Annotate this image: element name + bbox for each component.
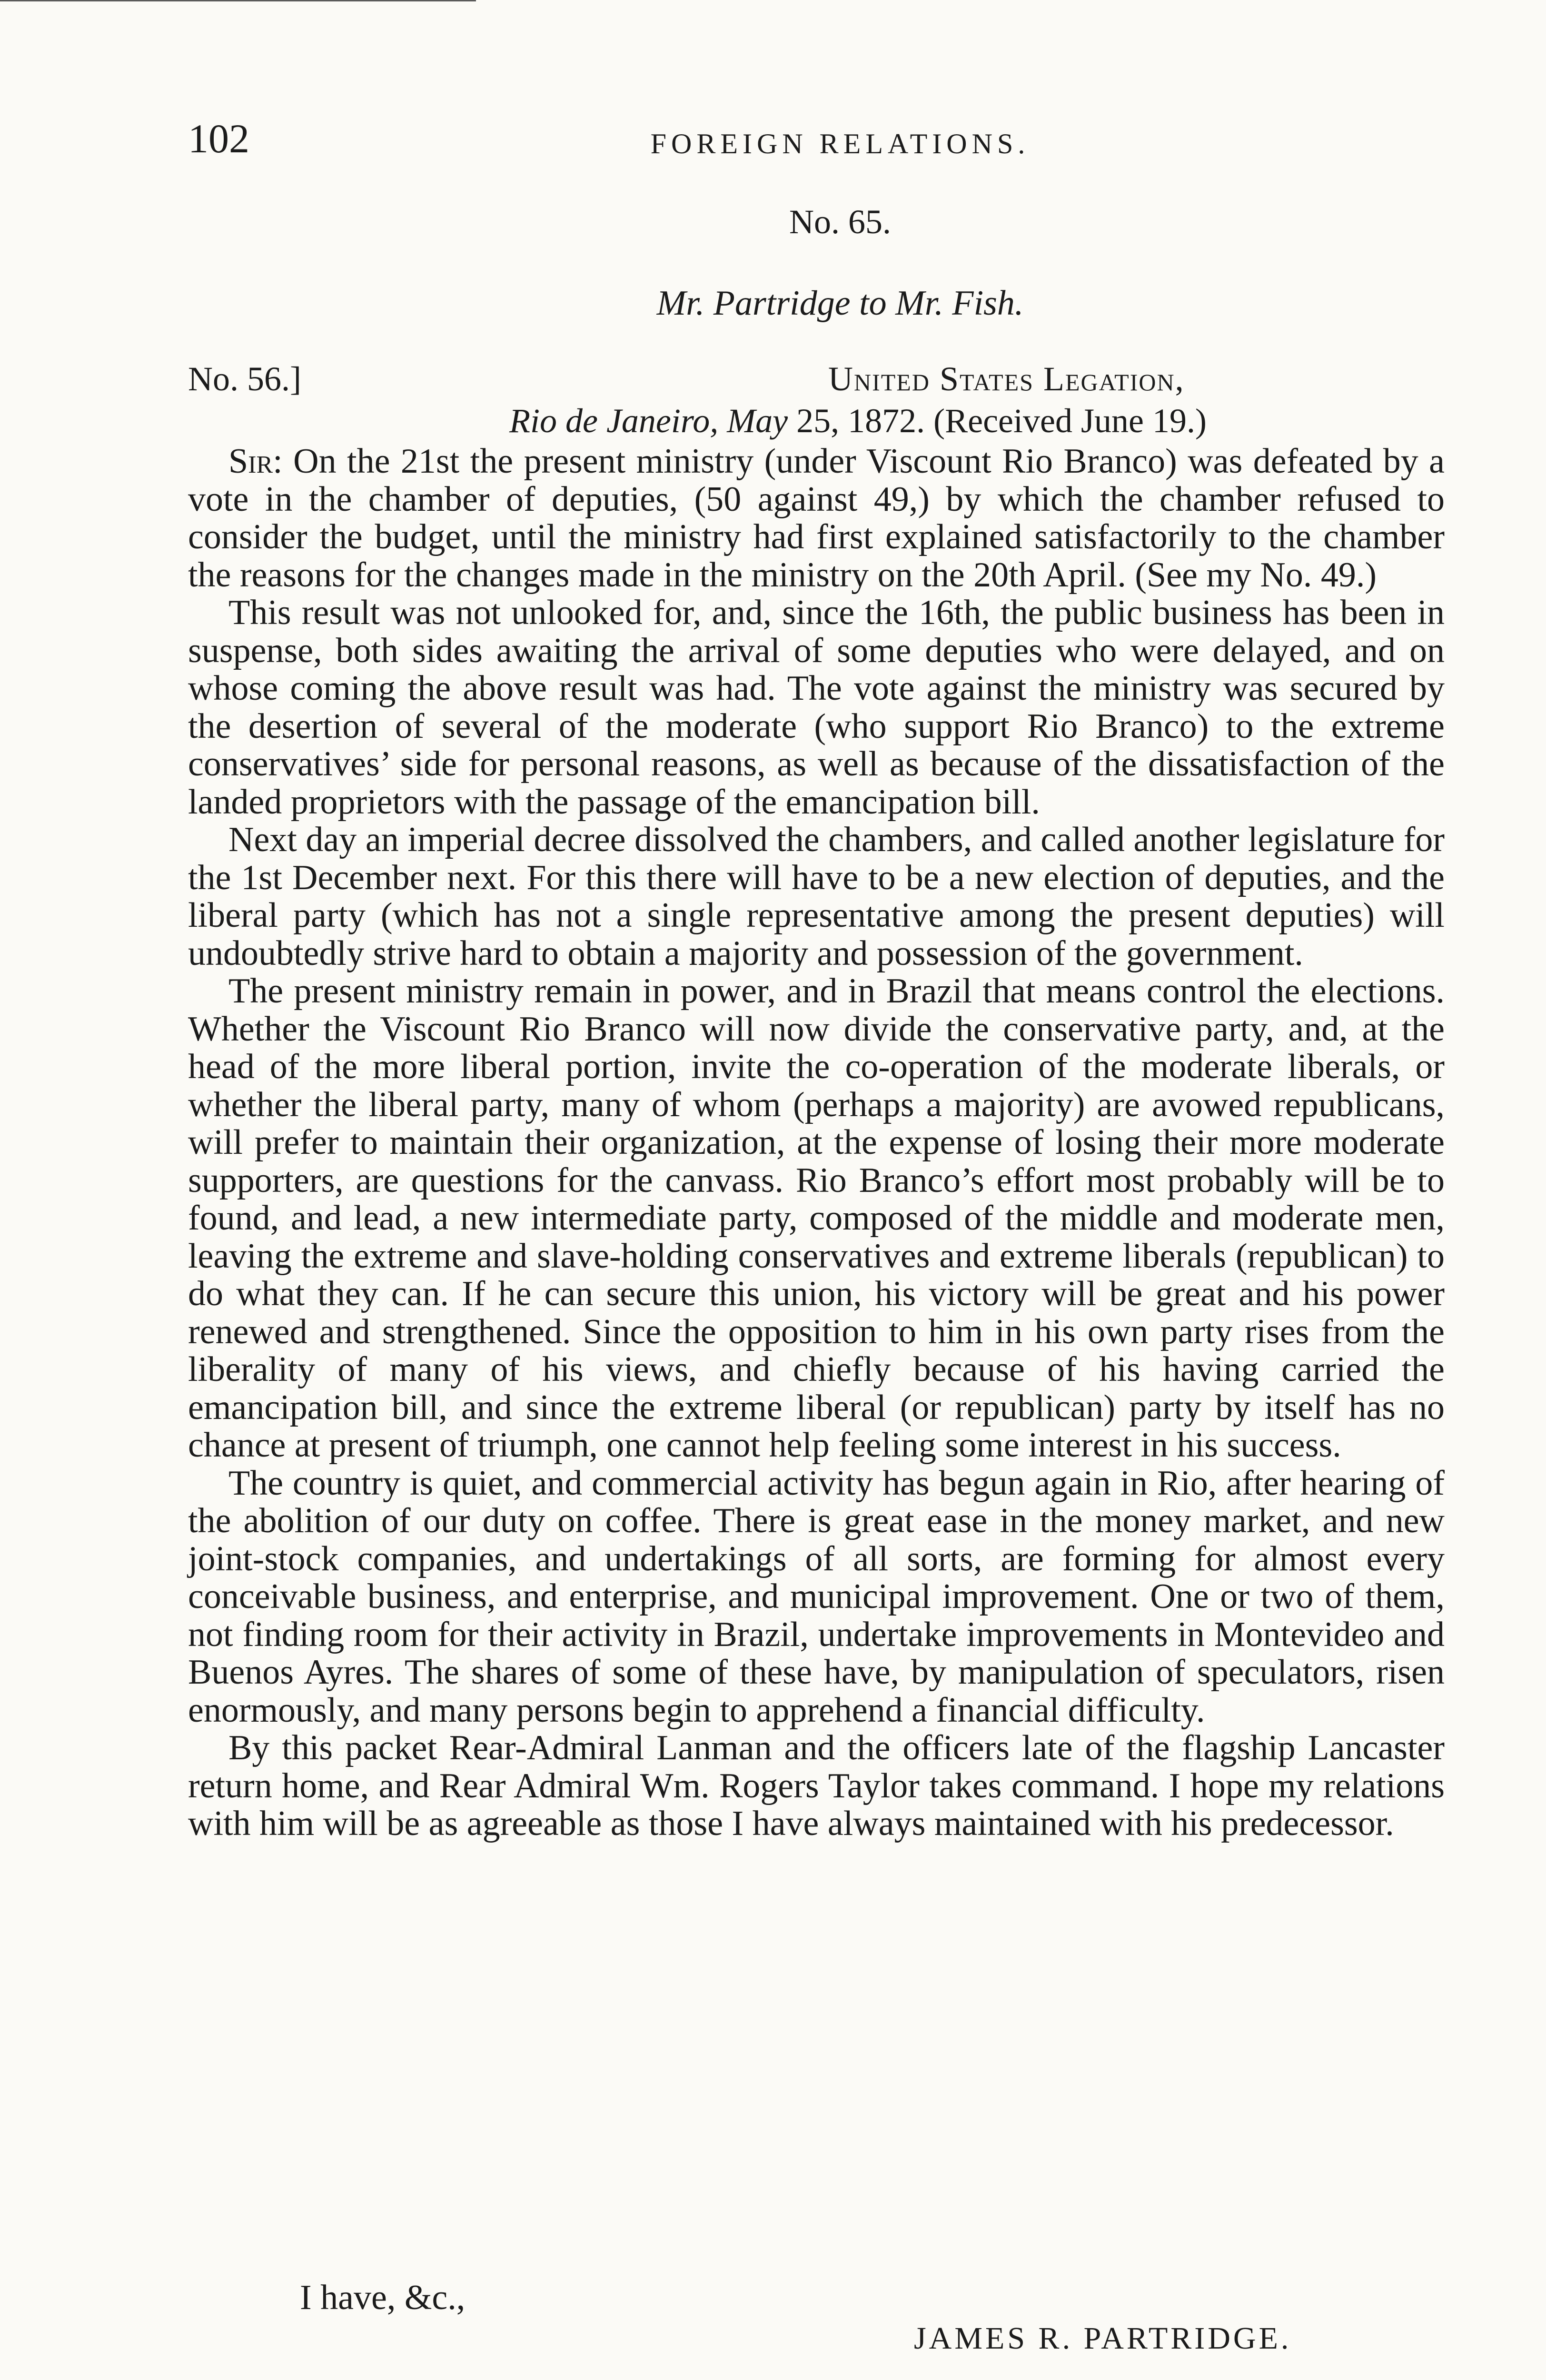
dateline	[509, 404, 1207, 438]
paragraph-5: The country is quiet, and commercial activity has begun again in Rio, after hearing of the abolition of our duty on coffee. There is great ease in the money market, and new joint-stock companies, and undertakings of all sorts, are forming for almost every conceivable business, and enterprise, and municipal improvement. One or two of them, not finding room for their activity in Brazil, undertake improvements in Montevideo and Buenos Ayres. The shares of some of these have, by manipulation of speculators, risen enormously, and many persons begin to apprehend a financial difficulty.	[188, 1463, 1445, 1730]
paragraph-2: This result was not unlooked for, and, since the 16th, the public business has been in suspense, both sides awaiting the arrival of some deputies who were delayed, and on whose coming the above result was had. The vote against the ministry was secured by the desertion of several of the moderate (who support Rio Branco) to the extreme conservatives’ side for personal reasons, as well as because of the dissatisfaction of the landed proprietors with the passage of the emancipation bill.	[188, 593, 1445, 822]
running-title: FOREIGN RELATIONS.	[650, 128, 1030, 159]
page-number: 102	[188, 116, 249, 161]
paragraph-4: The present ministry remain in power, and in Brazil that means control the elections. Whether the Viscount Rio Branco will now divide the conservative party, and, at the head of the more liberal portion, invite the co-operation of the moderate liberals, or whether the liberal party, many of whom (perhaps a majority) are avowed republicans, will prefer to maintain their organization, at the expense of losing their more moderate supporters, are questions for the canvass. Rio Branco’s effort most probably will be to found, and lead, a new intermediate party, composed of the middle and moderate men, leaving the extreme and slave-holding conservatives and extreme liberals (republican) to do what they can. If he can secure this union, his victory will be great and his power renewed and strengthened. Since the opposition to him in his own party rises from the liberality of many of his views, and chiefly because of his having carried the emancipation bill, and since the extreme liberal (or republican) party by itself has no chance at present of triumph, one cannot help feeling some interest in his success.	[188, 972, 1445, 1465]
top-edge-rule	[0, 0, 476, 1]
dateline-place: Rio de Janeiro, May	[509, 402, 788, 440]
dispatch-number: No. 56.]	[188, 360, 301, 398]
document-title: Mr. Partridge to Mr. Fish.	[656, 284, 1024, 323]
salutation: Sir:	[228, 442, 283, 481]
paragraph-3: Next day an imperial decree dissolved the chambers, and called another legislature for the 1st December next. For this there will have to be a new election of deputies, and the liberal party (which has not a single representative among the present deputies) will undoubtedly strive hard to obtain a majority and possession of the government.	[188, 820, 1445, 973]
letter-body	[188, 443, 1445, 1843]
closing: I have, &c.,	[300, 2278, 466, 2317]
document-number: No. 65.	[789, 203, 891, 241]
legation-heading: United States Legation,	[828, 360, 1185, 398]
dateline-date: 25, 1872. (Received June 19.)	[788, 402, 1207, 440]
paragraph-1	[188, 443, 1445, 594]
page-header	[188, 118, 1492, 175]
paragraph-6: By this packet Rear-Admiral Lanman and the officers late of the flagship Lancaster return home, and Rear Admiral Wm. Rogers Taylor takes command. I hope my relations with him will be as agreeable as those I have always maintained with his predecessor.	[188, 1728, 1445, 1843]
paragraph-1-text: On the 21st the present ministry (under Viscount Rio Branco) was defeated by a vote in the chamber of deputies, (50 against 49,) by which the chamber refused to consider the budget, until the ministry had first explained satisfactorily to the chamber the reasons for the changes made in the ministry on the 20th April. (See my No. 49.)	[188, 442, 1445, 595]
signature: JAMES R. PARTRIDGE.	[914, 2321, 1292, 2356]
